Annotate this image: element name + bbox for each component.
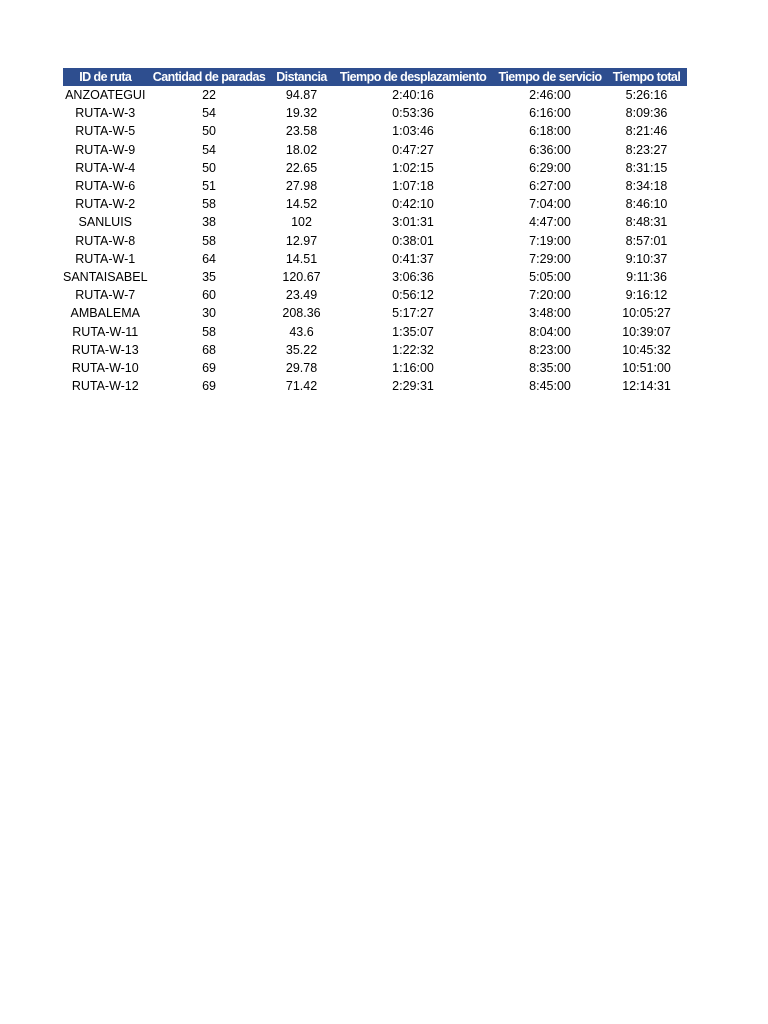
cell-stop-count: 69 [202,379,216,394]
cell-travel-time: 0:53:36 [392,106,434,121]
cell-route-id: RUTA-W-13 [71,342,139,357]
cell-route-id: RUTA-W-8 [75,233,136,248]
cell-route-id: RUTA-W-2 [75,197,136,212]
cell-distance: 12.97 [285,233,318,248]
table-row [63,377,687,395]
cell-service-time: 7:04:00 [529,197,571,212]
cell-stop-count: 60 [202,288,216,303]
cell-service-time: 6:16:00 [529,106,571,121]
cell-route-id: RUTA-W-12 [71,379,139,394]
table-row [63,341,687,359]
cell-distance: 29.78 [285,361,318,376]
cell-stop-count: 58 [202,197,216,212]
table-row [63,213,687,231]
cell-service-time: 6:29:00 [529,160,571,175]
cell-total-time: 8:34:18 [625,179,668,194]
cell-service-time: 7:19:00 [529,233,571,248]
cell-route-id: RUTA-W-6 [75,179,136,194]
cell-travel-time: 1:02:15 [392,160,434,175]
cell-service-time: 3:48:00 [529,306,571,321]
cell-route-id: SANLUIS [78,215,133,230]
cell-stop-count: 35 [202,270,216,285]
cell-service-time: 7:29:00 [529,251,571,266]
cell-service-time: 4:47:00 [529,215,571,230]
table-row [63,359,687,377]
header-id-de-ruta: ID de ruta [63,68,148,86]
cell-travel-time: 0:47:27 [392,142,434,157]
table-row [63,141,687,159]
cell-route-id: RUTA-W-11 [72,324,139,339]
cell-distance: 102 [291,215,312,230]
cell-total-time: 9:16:12 [625,288,668,303]
cell-stop-count: 54 [202,106,216,121]
table-row [63,159,687,177]
cell-stop-count: 30 [202,306,216,321]
cell-distance: 35.22 [285,342,318,357]
cell-distance: 94.87 [285,88,318,102]
cell-service-time: 8:23:00 [529,342,571,357]
cell-service-time: 8:04:00 [529,324,571,339]
table-row [63,304,687,322]
table-row [63,232,687,250]
cell-travel-time: 3:01:31 [392,215,434,230]
cell-total-time: 8:23:27 [625,142,668,157]
cell-travel-time: 2:29:31 [392,379,434,394]
cell-total-time: 10:45:32 [622,342,671,357]
cell-route-id: SANTAISABEL [63,270,148,285]
cell-distance: 14.51 [285,251,318,266]
cell-route-id: AMBALEMA [70,306,140,321]
cell-route-id: RUTA-W-4 [75,160,136,175]
cell-travel-time: 1:22:32 [392,342,434,357]
cell-stop-count: 54 [202,142,216,157]
table-row [63,286,687,304]
cell-service-time: 7:20:00 [529,288,571,303]
cell-route-id: RUTA-W-5 [75,124,136,139]
cell-travel-time: 1:35:07 [392,324,434,339]
cell-service-time: 6:27:00 [529,179,571,194]
cell-route-id: RUTA-W-3 [75,106,136,121]
table-row [63,195,687,213]
cell-distance: 23.49 [285,288,318,303]
route-table [63,68,687,395]
cell-travel-time: 5:17:27 [392,306,434,321]
cell-total-time: 10:05:27 [622,306,671,321]
cell-total-time: 8:46:10 [625,197,668,212]
cell-stop-count: 58 [202,233,216,248]
cell-total-time: 9:11:36 [626,270,667,285]
cell-stop-count: 50 [202,124,216,139]
cell-travel-time: 0:42:10 [392,197,434,212]
header-distancia: Distancia [271,68,333,86]
cell-stop-count: 58 [202,324,216,339]
cell-travel-time: 3:06:36 [392,270,434,285]
header-row [63,68,687,86]
cell-route-id: RUTA-W-7 [75,288,136,303]
table-row [63,104,687,122]
cell-route-id: ANZOATEGUI [65,88,146,102]
cell-service-time: 8:35:00 [529,361,571,376]
cell-distance: 23.58 [285,124,318,139]
table-body [63,86,687,395]
cell-total-time: 8:57:01 [625,233,668,248]
table-row [63,122,687,140]
cell-stop-count: 38 [202,215,216,230]
cell-distance: 208.36 [282,306,321,321]
cell-distance: 22.65 [285,160,318,175]
cell-stop-count: 69 [202,361,216,376]
header-cantidad-de-paradas: Cantidad de paradas [148,68,271,86]
table-row [63,86,687,104]
cell-total-time: 5:26:16 [625,88,668,102]
cell-total-time: 8:21:46 [625,124,668,139]
cell-travel-time: 0:38:01 [392,233,434,248]
cell-travel-time: 0:41:37 [392,251,434,266]
cell-stop-count: 64 [202,251,216,266]
cell-distance: 71.42 [285,379,318,394]
table-header [63,68,687,86]
cell-stop-count: 51 [202,179,216,194]
cell-total-time: 10:51:00 [622,361,671,376]
cell-travel-time: 1:03:46 [392,124,434,139]
cell-distance: 43.6 [289,324,314,339]
cell-total-time: 8:31:15 [625,160,668,175]
cell-stop-count: 50 [202,160,216,175]
cell-distance: 120.67 [282,270,321,285]
cell-total-time: 8:09:36 [625,106,668,121]
cell-service-time: 2:46:00 [529,88,571,102]
cell-distance: 14.52 [285,197,318,212]
table-row [63,250,687,268]
cell-travel-time: 1:07:18 [392,179,434,194]
cell-travel-time: 2:40:16 [392,88,434,102]
cell-route-id: RUTA-W-9 [75,142,136,157]
header-tiempo-de-desplazamiento: Tiempo de desplazamiento [333,68,494,86]
cell-total-time: 12:14:31 [622,379,671,394]
cell-distance: 27.98 [285,179,318,194]
cell-stop-count: 22 [202,88,216,102]
header-tiempo-de-servicio: Tiempo de servicio [494,68,607,86]
cell-route-id: RUTA-W-1 [75,251,136,266]
table-row [63,268,687,286]
cell-travel-time: 1:16:00 [392,361,434,376]
cell-service-time: 8:45:00 [529,379,571,394]
table-row [63,323,687,341]
table-row [63,177,687,195]
cell-travel-time: 0:56:12 [392,288,434,303]
header-tiempo-total: Tiempo total [607,68,687,86]
cell-distance: 18.02 [285,142,318,157]
cell-total-time: 9:10:37 [625,251,668,266]
cell-service-time: 6:36:00 [529,142,571,157]
cell-stop-count: 68 [202,342,216,357]
cell-service-time: 6:18:00 [529,124,571,139]
cell-route-id: RUTA-W-10 [71,361,139,376]
cell-total-time: 10:39:07 [622,324,671,339]
cell-distance: 19.32 [285,106,318,121]
cell-service-time: 5:05:00 [529,270,571,285]
cell-total-time: 8:48:31 [625,215,668,230]
